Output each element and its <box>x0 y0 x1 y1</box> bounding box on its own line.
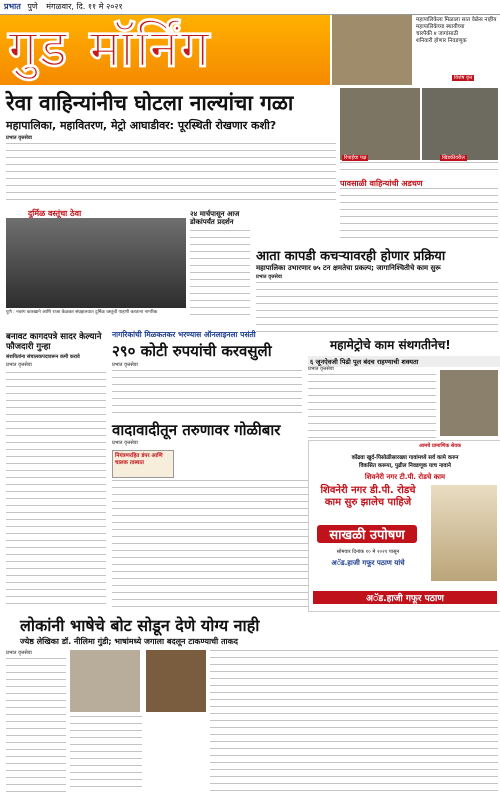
ad-main: शिवनेरी नगर डी.पी. रोडचे काम सुरु झालेच पाहिजे <box>320 485 416 508</box>
advertisement <box>308 440 500 612</box>
ad-tag: शिवनेरी नगर टी.पी. रोडचे काम <box>364 473 446 481</box>
museum-caption: पुणे : नवरंग कारखाने आणि राजा केळकर संग्रहालयात दुर्मिळ वस्तूंची पाहणी करताना नागरिक <box>6 310 158 315</box>
edition-city: पुणे <box>27 2 38 11</box>
lead-body <box>6 143 336 201</box>
kapdi-byline: प्रभात वृत्तसेवा <box>256 274 282 280</box>
masthead <box>0 15 330 85</box>
pothole-body <box>340 188 498 240</box>
promo-tag: विशेष वृत्त <box>454 75 473 81</box>
ad-slogan: साखळी उपोषण <box>317 525 417 543</box>
museum-photo <box>6 218 186 308</box>
bottom-headline: लोकांनी भाषेचे बोट सोडून देणे योग्य नाही <box>20 616 260 635</box>
kapdi-body <box>256 282 498 334</box>
pothole-title: पावसाळी वाहिन्यांची अडचण <box>340 179 423 188</box>
metro-body <box>308 374 436 438</box>
bottom-deck: ज्येष्ठ लेखिका डॉ. नीलिमा गुंडी; भाषांमध्ये जगाला बदलून टाकण्याची ताकद <box>20 637 239 646</box>
fraud-deck: संशयितांना संचालकपदावरून कमी करावे <box>6 354 80 360</box>
promo-photo <box>332 15 412 85</box>
ad-portrait <box>431 485 497 581</box>
shoot-box <box>112 450 174 478</box>
shoot-body <box>112 480 308 610</box>
online-byline: प्रभात वृत्तसेवा <box>112 362 138 368</box>
promo-text: महापालिकेला मिळाला सात वेळेस नाहीय महापालिकेच्या स्थायीच्या चारपैकी ४ जागांसाठी शनिवारी होणार निवडणूक <box>416 17 497 44</box>
lead-deck: महापालिका, महावितरण, मेट्रो आघाडीवर: पूरस्थिती रोखणार कशी? <box>6 119 277 132</box>
online-kicker: नागरिकांची मिळकतकर भरण्यास ऑनलाइनला पसंती <box>112 330 256 339</box>
online-headline: २९० कोटी रुपयांची करवसुली <box>112 342 272 360</box>
ad-name: अॅड.हाजी गफूर पठाण यांचे <box>331 559 405 567</box>
fraud-headline: बनावट कागदपत्रे सादर केल्याने फौजदारी गुन्हा <box>6 332 102 352</box>
exhibit-body <box>190 230 250 320</box>
metro-deck: ६ जूनऐवजी पिढी पूल बंदच राहण्याची शक्यता <box>308 356 500 367</box>
ad-sign: अॅड.हाजी गफूर पठाण <box>313 591 497 604</box>
ad-top: आमचे प्रामाणिक सेवक <box>419 443 461 449</box>
lead-headline: रेवा वाहिन्यांनीच घोटला नाल्यांचा गळा <box>6 91 294 115</box>
masthead-title: गुड मॉर्निंग <box>8 19 212 79</box>
kapdi-headline: आता कापडी कचऱ्यावरही होणार प्रक्रिया <box>256 249 446 264</box>
bottom-body-left <box>6 658 66 793</box>
fraud-body <box>6 372 106 610</box>
photo-caption-1: रिपाईचा पक्ष <box>344 155 367 161</box>
ad-line2: विकसित करूया, पुढील निवडणूक याच नावाने <box>359 463 451 469</box>
photo-caption-2: खिडकीवरील <box>442 155 465 161</box>
shoot-byline: प्रभात वृत्तसेवा <box>112 440 138 446</box>
top-strip <box>0 0 500 15</box>
photo-drain-2 <box>422 88 498 160</box>
lead-byline: प्रभात वृत्तसेवा <box>6 135 32 141</box>
kapdi-deck: महापालिका उभारणार ७५ टन क्षमतेचा प्रकल्प; जागानिश्चितीचे काम सुरू <box>256 264 441 272</box>
ad-line1: कोंढवा खुर्द-पिसोळीसारख्या गावांमध्ये सर्व कामे करुन <box>351 455 459 461</box>
promo-box <box>332 15 500 85</box>
online-body <box>112 370 302 416</box>
event-photo <box>146 650 206 712</box>
author-photo <box>70 650 140 712</box>
bottom-body-mid <box>70 716 142 793</box>
fraud-byline: प्रभात वृत्तसेवा <box>6 362 32 368</box>
metro-headline: महामेट्रोचे काम संथगतीनेच! <box>330 338 451 352</box>
metro-byline: प्रभात वृत्तसेवा <box>308 366 334 372</box>
ad-date: सोमवार दिनांक १० मे २०२१ पासून <box>336 549 400 555</box>
bottom-body-right <box>210 650 498 793</box>
shoot-box-text: नियंत्रणरहित डंपर आणि चालक ताब्यात <box>115 453 163 466</box>
bottom-byline: प्रभात वृत्तसेवा <box>6 650 32 656</box>
issue-date: मंगळवार, दि. ११ मे २०२१ <box>46 2 123 11</box>
photo-drain-1 <box>340 88 420 160</box>
durga-title: दुर्मिळ वस्तूंचा ठेवा <box>28 209 82 218</box>
photo-captions-text <box>340 162 498 176</box>
metro-photo <box>440 370 498 436</box>
brand-name: प्रभात <box>4 2 21 11</box>
exhibit-title: २४ मार्चपासून आज डोकांपर्यंत प्रदर्शन <box>190 210 240 226</box>
shoot-headline: वादावादीतून तरुणावर गोळीबार <box>112 421 281 439</box>
